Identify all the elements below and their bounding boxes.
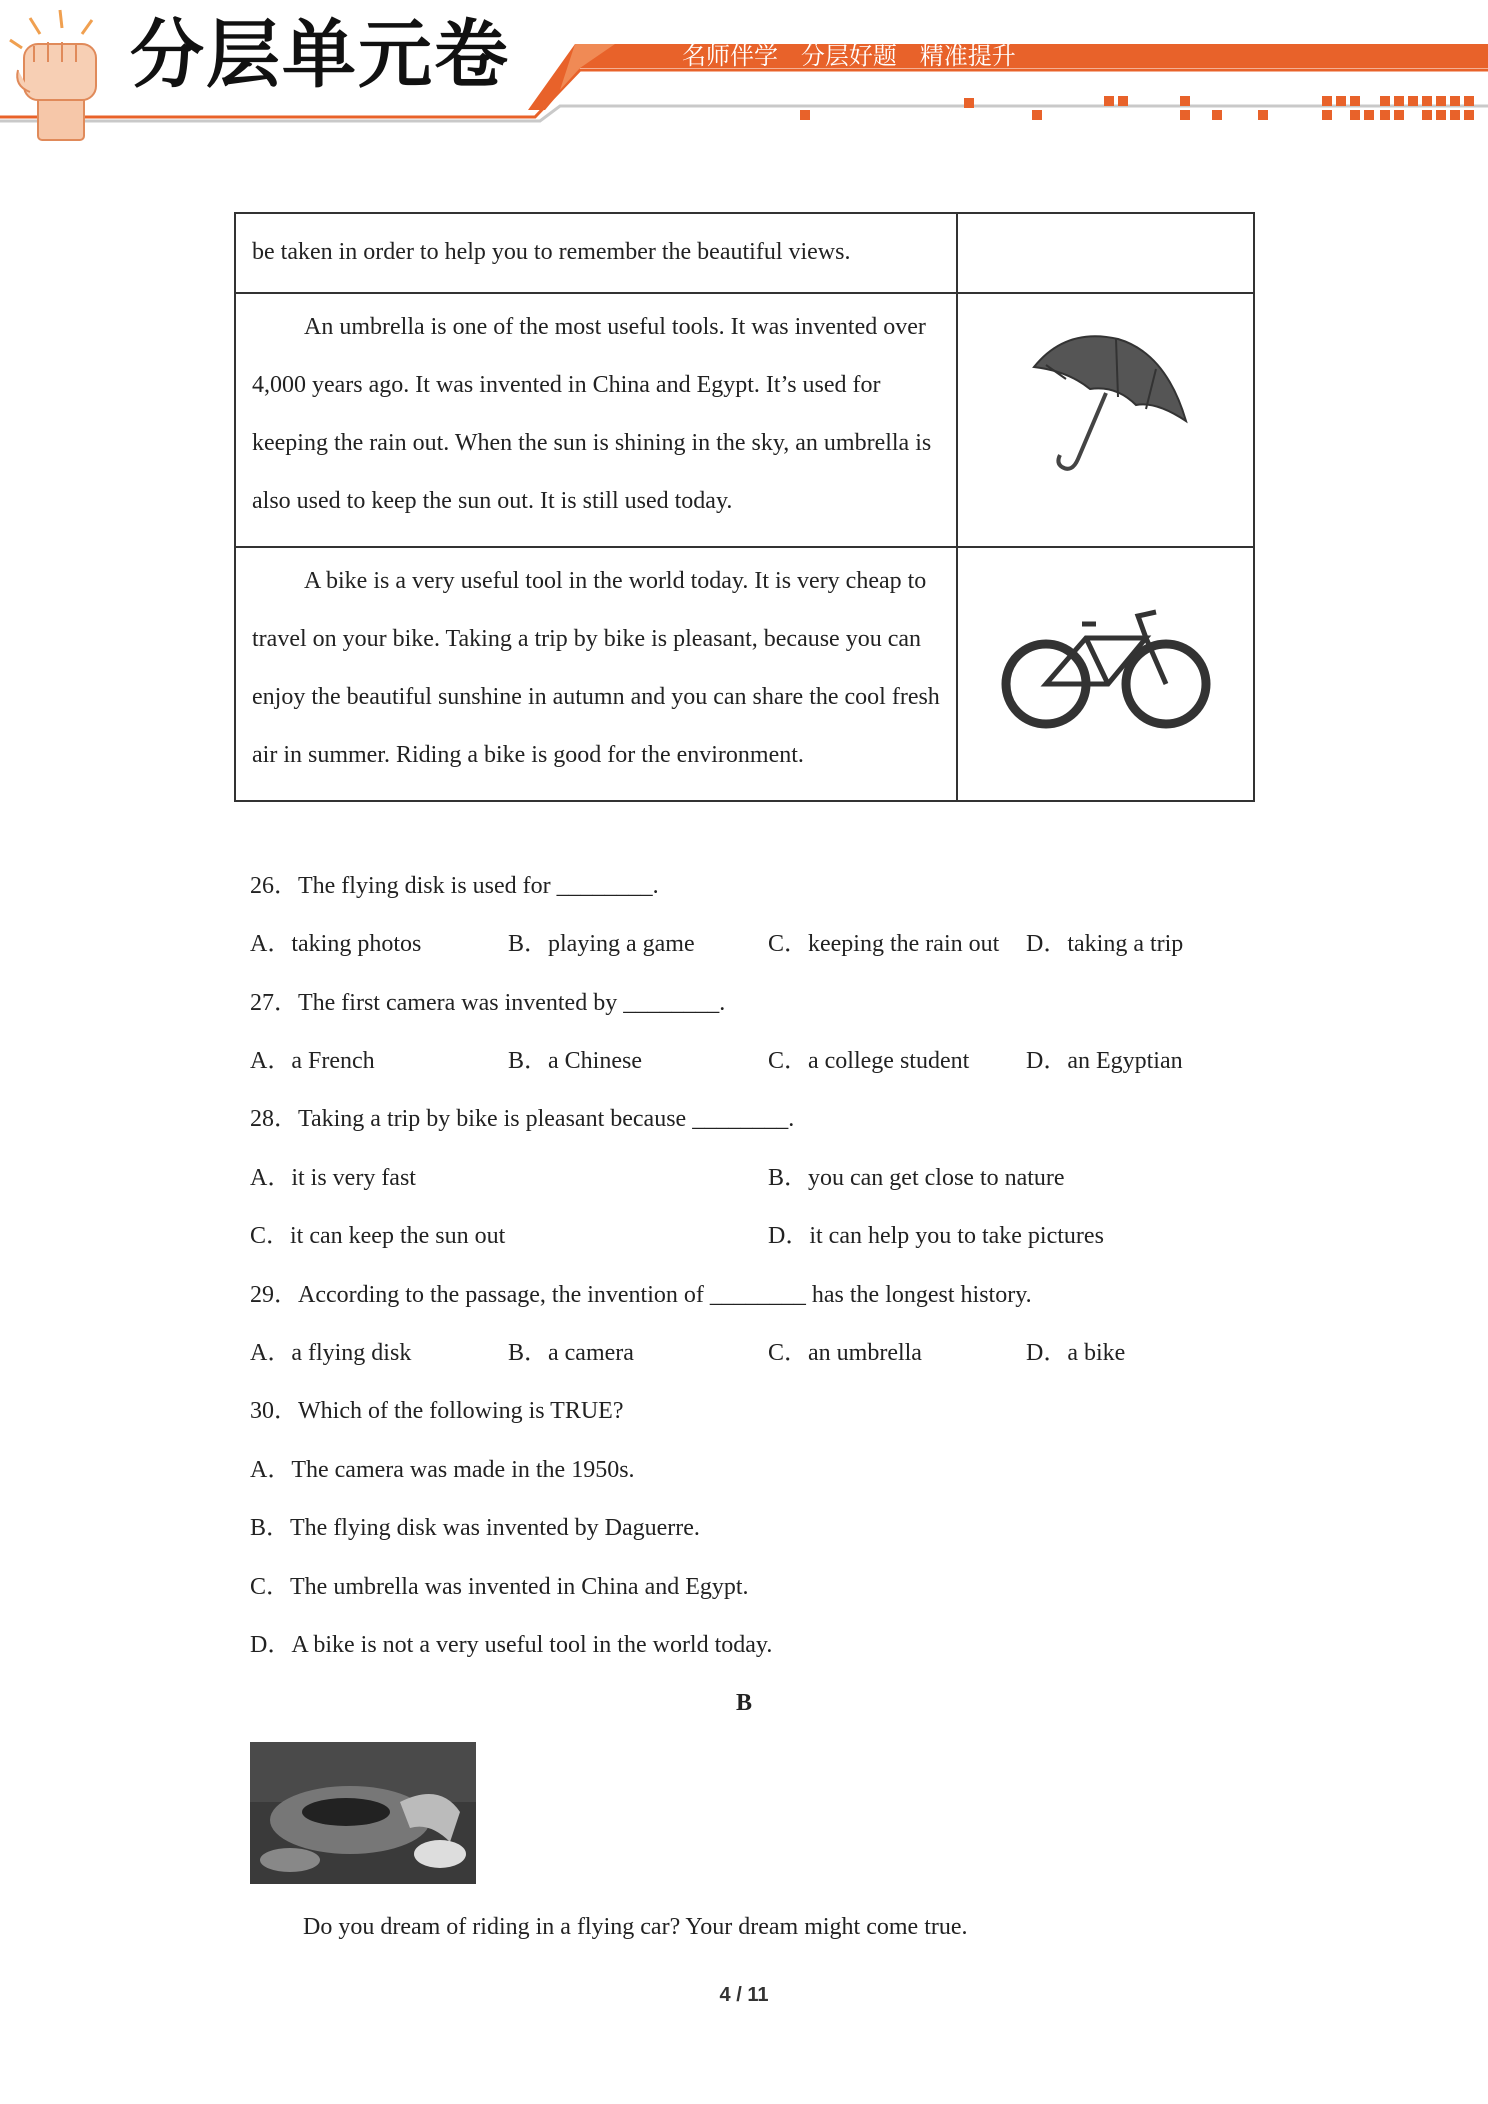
option-c: C．The umbrella was invented in China and Egypt.	[250, 1574, 749, 1600]
umbrella-image	[1006, 309, 1206, 509]
option-d: D．a bike	[1026, 1340, 1126, 1366]
row-text: A bike is a very useful tool in the world today. It is very cheap to travel on your bike. Taking a trip by bike is pleasant, because you can enjoy the beautiful sunshine in autumn and you can share the cool fresh air in summer. Riding a bike is good for the environment.	[252, 568, 940, 768]
option-c: C．it can keep the sun out	[250, 1223, 506, 1249]
table-cell-image	[957, 293, 1254, 547]
passage-table	[234, 212, 1255, 802]
page-number: 4 / 11	[719, 1984, 769, 2006]
section-heading: B	[736, 1690, 753, 1716]
option-b: B．playing a game	[508, 931, 695, 957]
table-cell-text	[235, 213, 957, 293]
option-c: C．a college student	[768, 1048, 970, 1074]
table-cell-text	[235, 547, 957, 801]
brand-title: 分层单元卷	[130, 12, 510, 98]
flying-car-photo	[250, 1742, 476, 1884]
option-a: A．a flying disk	[250, 1340, 412, 1366]
option-a: A．a French	[250, 1048, 375, 1074]
option-a: A．it is very fast	[250, 1165, 416, 1191]
question-stem: 28．Taking a trip by bike is pleasant because ________.	[250, 1106, 795, 1132]
row-text: be taken in order to help you to remember the beautiful views.	[252, 239, 851, 265]
decorative-squares	[800, 96, 1474, 120]
question-stem: 29．According to the passage, the invention of ________ has the longest history.	[250, 1282, 1032, 1308]
page-header	[0, 0, 1488, 150]
option-d: D．taking a trip	[1026, 931, 1184, 957]
option-b: B．you can get close to nature	[768, 1165, 1065, 1191]
option-b: B．a Chinese	[508, 1048, 642, 1074]
table-cell-text	[235, 293, 957, 547]
row-text: An umbrella is one of the most useful tools. It was invented over 4,000 years ago. It was invented in China and Egypt. It’s used for keeping the rain out. When the sun is shining in the sky, an umbrella is also used to keep the sun out. It is still used today.	[252, 314, 932, 514]
header-slogan: 名师伴学 分层好题 精准提升	[682, 42, 1016, 70]
table-cell-image	[957, 213, 1254, 293]
option-c: C．an umbrella	[768, 1340, 922, 1366]
table-row	[235, 293, 1254, 547]
option-d: D．it can help you to take pictures	[768, 1223, 1104, 1249]
option-b: B．The flying disk was invented by Daguerre.	[250, 1515, 700, 1541]
option-d: D．an Egyptian	[1026, 1048, 1183, 1074]
table-row	[235, 547, 1254, 801]
table-cell-image	[957, 547, 1254, 801]
table-row	[235, 213, 1254, 293]
option-a: A．taking photos	[250, 931, 422, 957]
option-d: D．A bike is not a very useful tool in the world today.	[250, 1632, 773, 1658]
question-stem: 30．Which of the following is TRUE?	[250, 1398, 624, 1424]
option-a: A．The camera was made in the 1950s.	[250, 1457, 635, 1483]
section-intro: Do you dream of riding in a flying car? Your dream might come true.	[303, 1914, 968, 1940]
question-stem: 27．The first camera was invented by ________.	[250, 990, 726, 1016]
option-c: C．keeping the rain out	[768, 931, 1000, 957]
option-b: B．a camera	[508, 1340, 634, 1366]
bike-image	[996, 588, 1216, 738]
question-stem: 26．The flying disk is used for ________.	[250, 873, 659, 899]
